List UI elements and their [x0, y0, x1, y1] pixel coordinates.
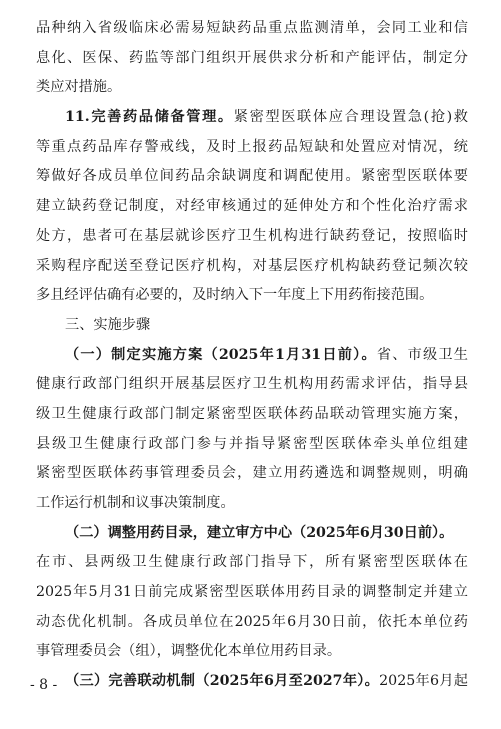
- body-text-line: 采购程序配送至登记医疗机构，对基层医疗机构缺药登记频次较: [36, 257, 468, 274]
- body-text-line: 在市、县两级卫生健康行政部门指导下，所有紧密型医联体在: [36, 554, 468, 571]
- section-11-heading: 11.完善药品储备管理。: [65, 109, 234, 126]
- body-text-line: 健康行政部门组织开展基层医疗卫生机构用药需求评估，指导县: [36, 376, 468, 393]
- step-3-paragraph-start: [36, 667, 468, 697]
- step-1-paragraph-start: [36, 341, 468, 371]
- body-text-line: 事管理委员会（组），调整优化本单位用药目录。: [36, 643, 342, 660]
- step-2-paragraph-start: [36, 519, 468, 549]
- body-text-line: 处方，患者可在基层就诊医疗卫生机构进行缺药登记，按照临时: [36, 227, 468, 244]
- body-text-line: 建立缺药登记制度，对经审核通过的延伸处方和个性化治疗需求: [36, 198, 468, 215]
- body-text-line: 动态优化机制。各成员单位在2025年6月30日前，依托本单位药: [36, 613, 468, 630]
- section-11-paragraph-start: [36, 103, 468, 133]
- body-text-line: 县级卫生健康行政部门参与并指导紧密型医联体牵头单位组建: [36, 435, 468, 452]
- body-text: 省、市级卫生: [376, 346, 468, 363]
- step-2-heading: （二）调整用药目录，建立审方中心（2025年6月30日前）。: [65, 524, 454, 541]
- body-text: 紧密型医联体应合理设置急(抢)救: [233, 109, 468, 126]
- body-text-line: 工作运行机制和议事决策制度。: [36, 495, 235, 511]
- body-text: 2025年6月起: [379, 673, 468, 690]
- body-text-line: 筹做好各成员单位间药品余缺调度和调配使用。紧密型医联体要: [36, 168, 468, 185]
- step-3-heading: （三）完善联动机制（2025年6月至2027年）。: [65, 673, 380, 690]
- step-1-heading: （一）制定实施方案（2025年1月31日前）。: [65, 346, 377, 363]
- page-number: - 8 -: [30, 677, 58, 693]
- body-text-line: 2025年5月31日前完成紧密型医联体用药目录的调整制定并建立: [36, 584, 468, 601]
- body-text-line: 级卫生健康行政部门制定紧密型医联体药品联动管理实施方案，: [36, 405, 468, 422]
- body-text-line: 多且经评估确有必要的，及时纳入下一年度上下用药衔接范围。: [36, 287, 434, 304]
- body-text-line: 类应对措施。: [36, 79, 122, 96]
- document-page: [36, 14, 468, 697]
- body-text-line: 等重点药品库存警戒线，及时上报药品短缺和处置应对情况，统: [36, 138, 468, 155]
- body-text-line: 息化、医保、药监等部门组织开展供求分析和产能评估，制定分: [36, 49, 468, 66]
- body-text-line: 紧密型医联体药事管理委员会，建立用药遴选和调整规则，明确: [36, 465, 468, 482]
- body-text-line: 品种纳入省级临床必需易短缺药品重点监测清单，会同工业和信: [36, 20, 468, 36]
- section-heading-implementation-steps: 三、实施步骤: [65, 316, 151, 333]
